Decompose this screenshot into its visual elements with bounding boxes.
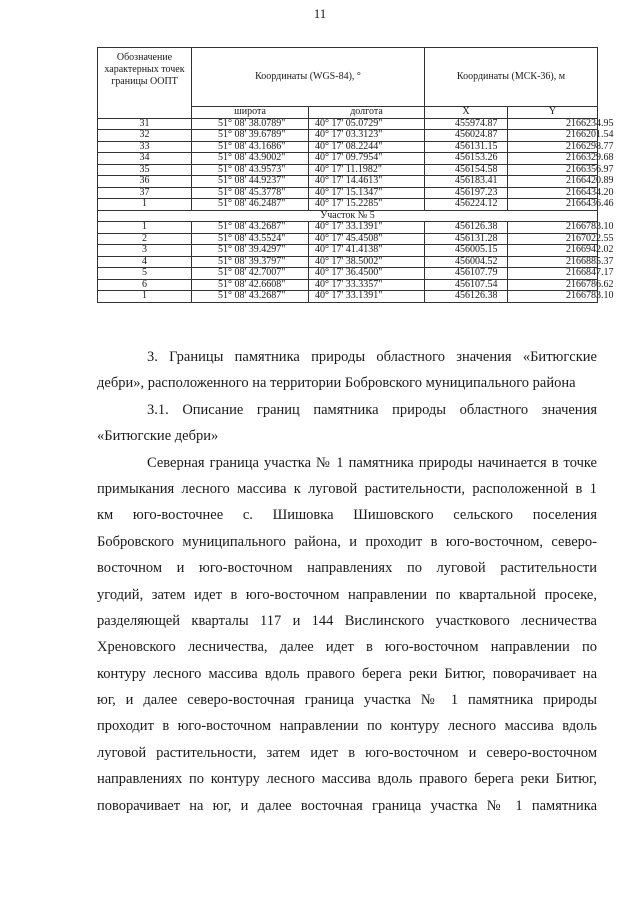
header-point-name: Обозначение характерных точек границы ООПТ: [98, 48, 192, 119]
cell-lat: 51° 08' 43.5524": [192, 233, 309, 245]
cell-y: 2166234.95: [508, 118, 598, 130]
cell-lat: 51° 08' 46.2487": [192, 199, 309, 211]
cell-x: 456004.52: [425, 256, 508, 268]
cell-lat: 51° 08' 44.9237": [192, 176, 309, 188]
cell-lon: 40° 17' 03.3123": [309, 130, 425, 142]
header-latitude: широта: [192, 107, 309, 119]
cell-x: 456154.58: [425, 164, 508, 176]
cell-point: 32: [98, 130, 192, 142]
header-msk: Координаты (МСК-36), м: [425, 48, 598, 107]
header-y: Y: [508, 107, 598, 119]
cell-lat: 51° 08' 43.2687": [192, 222, 309, 234]
cell-point: 37: [98, 187, 192, 199]
heading-line: дебри», расположенного на территории Бобровского муниципального района: [97, 375, 576, 392]
cell-lon: 40° 17' 11.1982": [309, 164, 425, 176]
cell-lon: 40° 17' 15.1347": [309, 187, 425, 199]
paragraph-line: км юго-восточнее с. Шишовка Шишовского сельского поселения: [97, 507, 597, 524]
cell-point: 1: [98, 222, 192, 234]
section-label: Участок № 5: [98, 210, 598, 222]
body-text: [97, 344, 597, 819]
cell-y: 2166434.20: [508, 187, 598, 199]
cell-x: 456005.15: [425, 245, 508, 257]
cell-y: 2166298.77: [508, 141, 598, 153]
table-row: [98, 141, 598, 153]
table-row: [98, 233, 598, 245]
subheading-line: 3.1. Описание границ памятника природы областного значения: [147, 401, 597, 418]
header-longitude: долгота: [309, 107, 425, 119]
cell-lat: 51° 08' 43.9573": [192, 164, 309, 176]
cell-lat: 51° 08' 38.0789": [192, 118, 309, 130]
cell-point: 34: [98, 153, 192, 165]
table-row: [98, 291, 598, 303]
paragraph-line: восточном и юго-восточном направлениях по луговой растительности: [97, 560, 597, 577]
cell-y: 2166329.68: [508, 153, 598, 165]
paragraph-line: Хреновского лесничества, далее идет в юго-восточном направлении по: [97, 639, 597, 656]
cell-point: 1: [98, 199, 192, 211]
table-row: [98, 279, 598, 291]
cell-x: 456153.26: [425, 153, 508, 165]
paragraph-line: направлениях по контуру лесного массива вдоль правого берега реки Битюг,: [97, 771, 597, 788]
paragraph-line: проходит в юго-восточном направлении по контуру лесного массива вдоль: [97, 718, 597, 735]
paragraph-line: Северная граница участка № 1 памятника природы начинается в точке: [147, 454, 597, 471]
cell-lat: 51° 08' 43.9002": [192, 153, 309, 165]
cell-y: 2166356.97: [508, 164, 598, 176]
paragraph-line: контуру лесного массива вдоль правого берега реки Битюг, поворачивает на: [97, 665, 597, 682]
cell-lon: 40° 17' 14.4613": [309, 176, 425, 188]
cell-point: 4: [98, 256, 192, 268]
cell-point: 31: [98, 118, 192, 130]
page-number: 11: [313, 6, 327, 21]
cell-y: 2166783.10: [508, 291, 598, 303]
cell-lon: 40° 17' 08.2244": [309, 141, 425, 153]
cell-lat: 51° 08' 39.3797": [192, 256, 309, 268]
table-row: [98, 130, 598, 142]
table-row: [98, 199, 598, 211]
table-row: [98, 176, 598, 188]
cell-lat: 51° 08' 43.2687": [192, 291, 309, 303]
paragraph-line: примыкания лесного массива к луговой растительности, расположенной в 1: [97, 480, 597, 497]
cell-lon: 40° 17' 33.1391": [309, 222, 425, 234]
cell-lat: 51° 08' 43.1686": [192, 141, 309, 153]
paragraph-line: юг, и далее северо-восточная граница участка № 1 памятника природы: [97, 692, 597, 709]
cell-lat: 51° 08' 39.4297": [192, 245, 309, 257]
cell-point: 36: [98, 176, 192, 188]
cell-lat: 51° 08' 42.7007": [192, 268, 309, 280]
subheading-line: «Битюгские дебри»: [97, 428, 219, 445]
table-row: [98, 256, 598, 268]
cell-lon: 40° 17' 15.2285": [309, 199, 425, 211]
cell-y: 2166786.62: [508, 279, 598, 291]
paragraph-line: угодий, затем идет в юго-восточном направлении по квартальной просеке,: [97, 586, 597, 603]
cell-y: 2166942.02: [508, 245, 598, 257]
paragraph-line: поворачивает на юг, и далее восточная граница участка № 1 памятника: [97, 797, 597, 814]
table-row: [98, 245, 598, 257]
cell-x: 456107.79: [425, 268, 508, 280]
cell-lon: 40° 17' 05.0729": [309, 118, 425, 130]
cell-point: 1: [98, 291, 192, 303]
cell-x: 455974.87: [425, 118, 508, 130]
section-row: [98, 210, 598, 222]
cell-lon: 40° 17' 41.4138": [309, 245, 425, 257]
cell-lat: 51° 08' 39.6789": [192, 130, 309, 142]
cell-x: 456131.15: [425, 141, 508, 153]
cell-x: 456107.54: [425, 279, 508, 291]
table-header-row: [98, 48, 598, 107]
cell-point: 33: [98, 141, 192, 153]
table-row: [98, 222, 598, 234]
cell-y: 2166420.89: [508, 176, 598, 188]
cell-x: 456024.87: [425, 130, 508, 142]
heading-line: 3. Границы памятника природы областного значения «Битюгские: [147, 349, 597, 365]
paragraph-line: луговой растительности, затем идет в юго-восточном и северо-восточном: [97, 744, 597, 761]
table-row: [98, 153, 598, 165]
cell-point: 35: [98, 164, 192, 176]
cell-y: 2166436.46: [508, 199, 598, 211]
cell-lat: 51° 08' 45.3778": [192, 187, 309, 199]
cell-y: 2166201.54: [508, 130, 598, 142]
cell-lon: 40° 17' 45.4508": [309, 233, 425, 245]
header-wgs: Координаты (WGS-84), °: [192, 48, 425, 107]
cell-x: 456197.23: [425, 187, 508, 199]
cell-x: 456183.41: [425, 176, 508, 188]
cell-lon: 40° 17' 09.7954": [309, 153, 425, 165]
cell-x: 456224.12: [425, 199, 508, 211]
table-row: [98, 164, 598, 176]
cell-x: 456131.28: [425, 233, 508, 245]
table-row: [98, 118, 598, 130]
paragraph-line: Бобровского муниципального района, и проходит в юго-восточном, северо-: [97, 533, 597, 550]
cell-x: 456126.38: [425, 291, 508, 303]
cell-point: 5: [98, 268, 192, 280]
cell-y: 2166847.17: [508, 268, 598, 280]
cell-y: 2167022.55: [508, 233, 598, 245]
cell-point: 2: [98, 233, 192, 245]
cell-lon: 40° 17' 38.5002": [309, 256, 425, 268]
table-row: [98, 268, 598, 280]
cell-x: 456126.38: [425, 222, 508, 234]
cell-lon: 40° 17' 33.1391": [309, 291, 425, 303]
cell-lon: 40° 17' 33.3357": [309, 279, 425, 291]
header-x: X: [425, 107, 508, 119]
cell-point: 3: [98, 245, 192, 257]
cell-lat: 51° 08' 42.6608": [192, 279, 309, 291]
paragraph-line: разделяющей кварталы 117 и 144 Вислинского участкового лесничества: [97, 612, 597, 629]
cell-y: 2166885.37: [508, 256, 598, 268]
cell-lon: 40° 17' 36.4500": [309, 268, 425, 280]
cell-point: 6: [98, 279, 192, 291]
table-row: [98, 187, 598, 199]
cell-y: 2166783.10: [508, 222, 598, 234]
coordinates-table: [97, 47, 614, 303]
